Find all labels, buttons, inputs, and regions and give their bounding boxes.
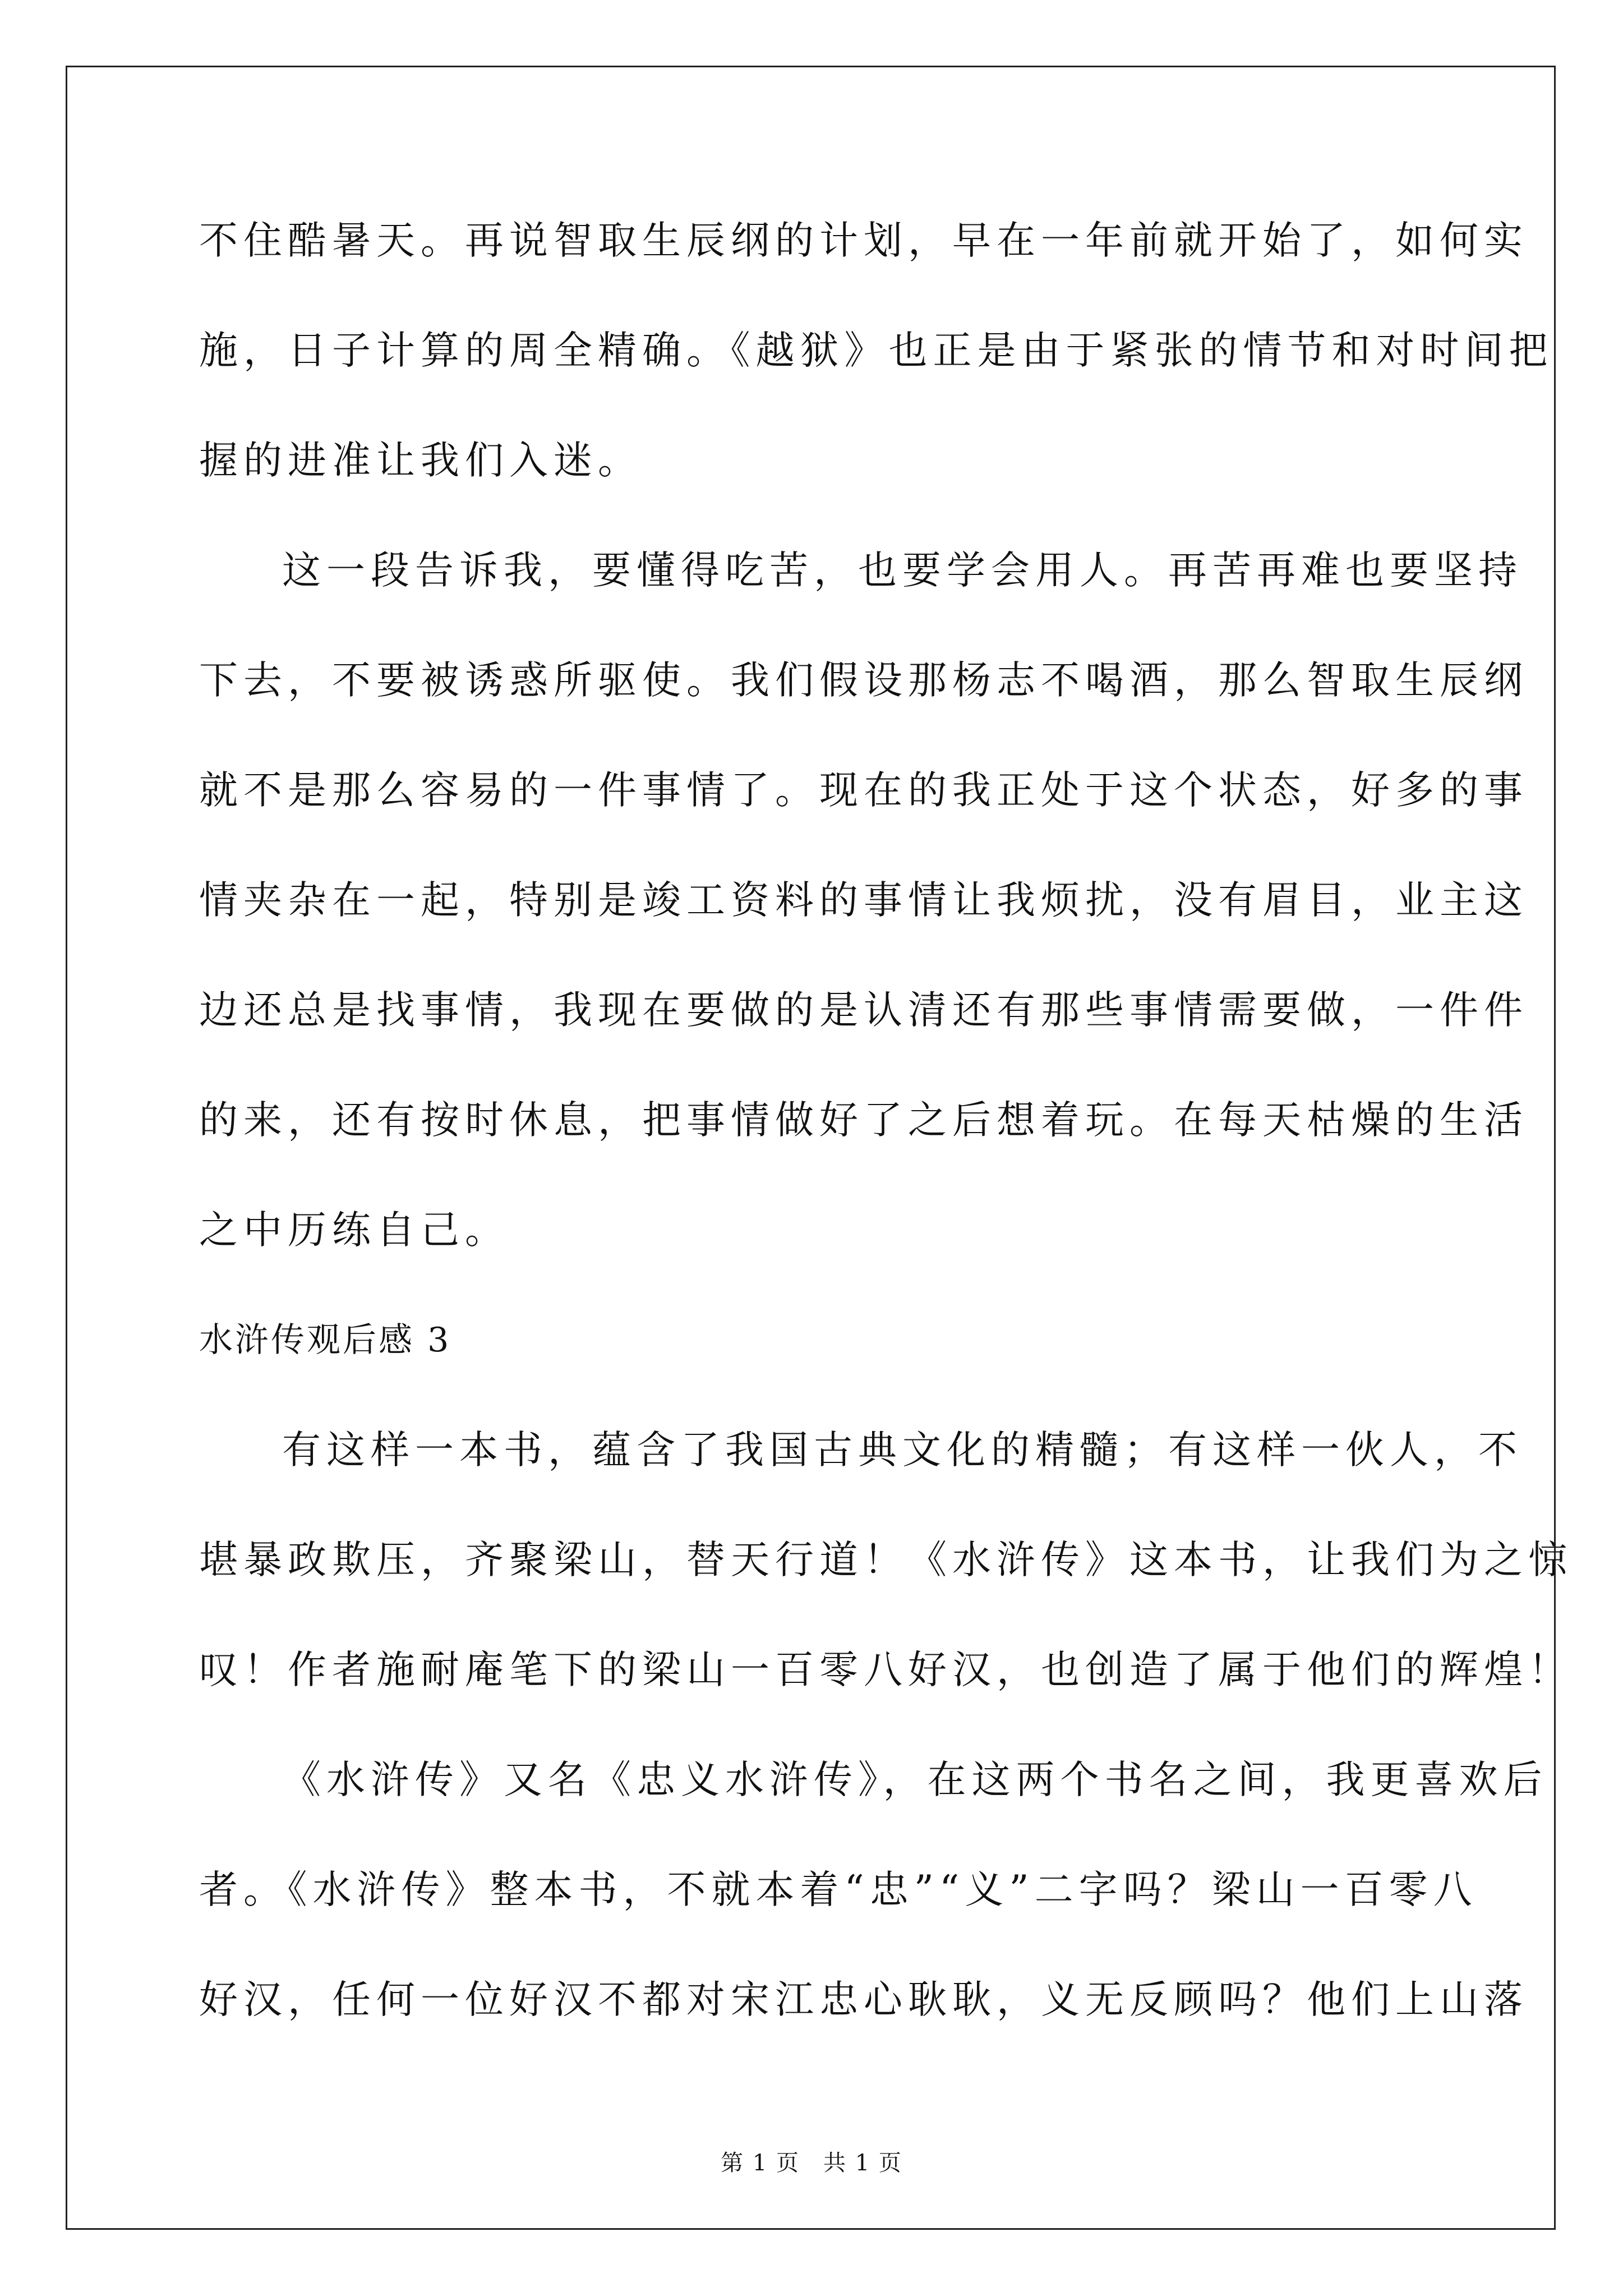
paragraph-line: 《水浒传》又名《忠义水浒传》，在这两个书名之间，我更喜欢后 <box>282 1757 1548 1802</box>
document-body <box>199 213 1573 2082</box>
paragraph-line: 这一段告诉我，要懂得吃苦，也要学会用人。再苦再难也要坚持 <box>282 548 1523 593</box>
paragraph-line: 握的进准让我们入迷。 <box>199 438 642 483</box>
paragraph-line: 者。《水浒传》整本书，不就本着“忠”“义”二字吗？梁山一百零八 <box>199 1867 1478 1912</box>
paragraph-line: 下去，不要被诱惑所驱使。我们假设那杨志不喝酒，那么智取生辰纲 <box>199 658 1528 703</box>
paragraph-line: 堪暴政欺压，齐聚梁山，替天行道！《水浒传》这本书，让我们为之惊 <box>199 1538 1573 1582</box>
paragraph-line: 之中历练自己。 <box>199 1208 509 1253</box>
paragraph-line: 就不是那么容易的一件事情了。现在的我正处于这个状态，好多的事 <box>199 768 1528 813</box>
paragraph-line: 边还总是找事情，我现在要做的是认清还有那些事情需要做，一件件 <box>199 988 1528 1033</box>
paragraph-line: 叹！作者施耐庵笔下的梁山一百零八好汉，也创造了属于他们的辉煌！ <box>199 1648 1573 1692</box>
page-footer: 第 1 页 共 1 页 <box>721 2150 902 2176</box>
paragraph-line: 好汉，任何一位好汉不都对宋江忠心耿耿，义无反顾吗？他们上山落 <box>199 1977 1528 2022</box>
paragraph-line: 不住酷暑天。再说智取生辰纲的计划，早在一年前就开始了，如何实 <box>199 218 1528 263</box>
paragraph-line: 有这样一本书，蕴含了我国古典文化的精髓；有这样一伙人，不 <box>282 1428 1523 1473</box>
paragraph-line: 施，日子计算的周全精确。《越狱》也正是由于紧张的情节和对时间把 <box>199 328 1553 373</box>
section-heading: 水浒传观后感 3 <box>199 1320 451 1360</box>
paragraph-line: 情夹杂在一起，特别是竣工资料的事情让我烦扰，没有眉目，业主这 <box>199 878 1528 923</box>
paragraph-line: 的来，还有按时休息，把事情做好了之后想着玩。在每天枯燥的生活 <box>199 1098 1528 1143</box>
